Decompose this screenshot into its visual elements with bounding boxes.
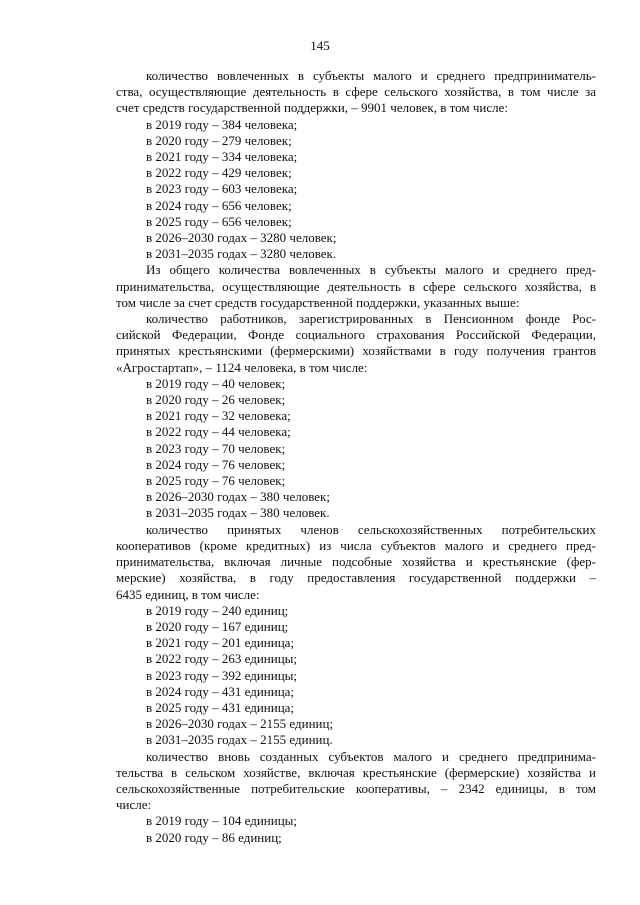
- paragraph-line: тельства в сельском хозяйстве, включая крестьянские (фермерские) хозяйства и: [116, 764, 596, 780]
- paragraph-line: том числе за счет средств государственной поддержки, указанных выше:: [116, 294, 520, 310]
- list-item: в 2025 году – 431 единица;: [146, 699, 295, 715]
- list-item: в 2021 году – 201 единица;: [146, 635, 295, 651]
- list-item: в 2026–2030 годах – 2155 единиц;: [146, 716, 334, 732]
- paragraph-line: принятых крестьянскими (фермерскими) хозяйствами в году получения грантов: [116, 343, 596, 359]
- list-item: в 2019 году – 104 единицы;: [146, 813, 298, 829]
- list-item: в 2031–2035 годах – 380 человек.: [146, 505, 330, 521]
- list-item: в 2022 году – 44 человека;: [146, 424, 291, 440]
- list-item: в 2020 году – 86 единиц;: [146, 829, 282, 845]
- list-item: в 2021 году – 334 человека;: [146, 149, 298, 165]
- list-item: в 2019 году – 40 человек;: [146, 375, 286, 391]
- paragraph-line: сийской Федерации, Фонде социального страхования Российской Федерации,: [116, 327, 596, 343]
- list-item: в 2023 году – 70 человек;: [146, 440, 286, 456]
- paragraph-line: количество вовлеченных в субъекты малого и среднего предприниматель-: [146, 68, 596, 83]
- paragraph: [116, 522, 596, 603]
- list-item: в 2021 году – 32 человека;: [146, 408, 291, 424]
- paragraph-line: мерские) хозяйства, в году предоставления государственной поддержки –: [116, 570, 596, 586]
- list-item: в 2019 году – 240 единиц;: [146, 602, 289, 618]
- list-item: в 2031–2035 годах – 2155 единиц.: [146, 732, 333, 748]
- paragraph-line: 6435 единиц, в том числе:: [116, 586, 260, 602]
- paragraph-line: количество принятых членов сельскохозяйственных потребительских: [146, 521, 596, 537]
- list-item: в 2025 году – 76 человек;: [146, 473, 286, 489]
- list-item: в 2023 году – 392 единицы;: [146, 667, 298, 683]
- list-item: в 2022 году – 429 человек;: [146, 165, 292, 181]
- paragraph-line: Из общего количества вовлеченных в субъекты малого и среднего пред-: [146, 262, 596, 278]
- paragraph: [116, 262, 596, 311]
- list-item: в 2024 году – 656 человек;: [146, 197, 292, 213]
- list-item: в 2022 году – 263 единицы;: [146, 651, 298, 667]
- list-item: в 2019 году – 384 человека;: [146, 116, 298, 132]
- paragraph-line: «Агростартап», – 1124 человека, в том числе:: [116, 359, 368, 375]
- page-number: 145: [310, 38, 330, 53]
- list-item: в 2031–2035 годах – 3280 человек.: [146, 246, 337, 262]
- list-item: в 2020 году – 279 человек;: [146, 132, 292, 148]
- paragraph-line: сельскохозяйственные потребительские кооперативы, – 2342 единицы, в том: [116, 780, 596, 796]
- paragraph-line: счет средств государственной поддержки, – 9901 человек, в том числе:: [116, 100, 509, 116]
- list-item: в 2026–2030 годах – 3280 человек;: [146, 230, 337, 246]
- list-item: в 2023 году – 603 человека;: [146, 181, 298, 197]
- list-item: в 2020 году – 26 человек;: [146, 392, 286, 408]
- list-item: в 2024 году – 431 единица;: [146, 683, 295, 699]
- paragraph-line: принимательства, включая личные подсобные хозяйства и крестьянские (фер-: [116, 554, 596, 570]
- paragraph-line: ства, осуществляющие деятельность в сфере сельского хозяйства, в том числе за: [116, 84, 596, 100]
- paragraph: [116, 311, 596, 376]
- paragraph: [116, 749, 596, 814]
- list-item: в 2026–2030 годах – 380 человек;: [146, 489, 330, 505]
- paragraph-line: принимательства, осуществляющие деятельность в сфере сельского хозяйства, в: [116, 278, 596, 294]
- paragraph-line: кооперативов (кроме кредитных) из числа субъектов малого и среднего пред-: [116, 537, 596, 553]
- paragraph-line: числе:: [116, 797, 152, 813]
- list-item: в 2024 году – 76 человек;: [146, 456, 286, 472]
- list-item: в 2020 году – 167 единиц;: [146, 618, 289, 634]
- paragraph-line: количество работников, зарегистрированных в Пенсионном фонде Рос-: [146, 311, 596, 327]
- list-item: в 2025 году – 656 человек;: [146, 213, 292, 229]
- paragraph: [116, 68, 596, 117]
- document-body: [116, 68, 596, 846]
- paragraph-line: количество вновь созданных субъектов малого и среднего предпринима-: [146, 748, 596, 764]
